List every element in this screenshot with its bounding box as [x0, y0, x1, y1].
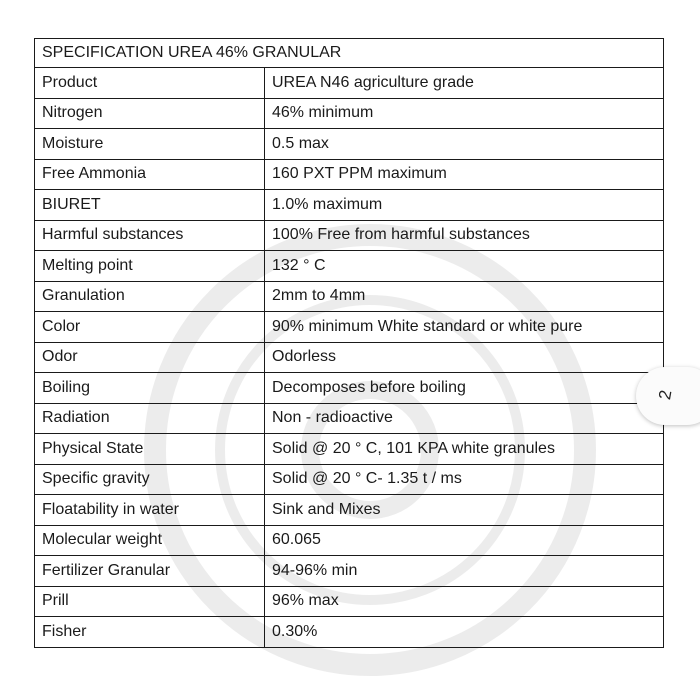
spec-value: Odorless: [265, 342, 664, 373]
table-row: [35, 312, 664, 343]
spec-label: Molecular weight: [35, 525, 265, 556]
table-title-row: [35, 39, 664, 68]
spec-value: 1.0% maximum: [265, 190, 664, 221]
table-row: [35, 403, 664, 434]
table-row: [35, 617, 664, 648]
spec-label: Harmful substances: [35, 220, 265, 251]
spec-label: Nitrogen: [35, 98, 265, 129]
table-row: [35, 434, 664, 465]
specification-table: [34, 38, 664, 648]
spec-value: Non - radioactive: [265, 403, 664, 434]
page-indicator-tab[interactable]: [636, 367, 700, 425]
spec-value: 90% minimum White standard or white pure: [265, 312, 664, 343]
spec-value: Solid @ 20 ° C, 101 KPA white granules: [265, 434, 664, 465]
spec-value: 60.065: [265, 525, 664, 556]
spec-label: Odor: [35, 342, 265, 373]
spec-label: Radiation: [35, 403, 265, 434]
spec-label: Product: [35, 68, 265, 99]
spec-label: Free Ammonia: [35, 159, 265, 190]
table-row: [35, 495, 664, 526]
spec-label: Fertilizer Granular: [35, 556, 265, 587]
spec-value: Decomposes before boiling: [265, 373, 664, 404]
spec-label: Boiling: [35, 373, 265, 404]
spec-value: 46% minimum: [265, 98, 664, 129]
spec-label: Moisture: [35, 129, 265, 160]
spec-label: BIURET: [35, 190, 265, 221]
spec-value: 160 PXT PPM maximum: [265, 159, 664, 190]
spec-value: 94-96% min: [265, 556, 664, 587]
table-row: [35, 525, 664, 556]
spec-label: Floatability in water: [35, 495, 265, 526]
table-row: [35, 190, 664, 221]
table-row: [35, 159, 664, 190]
spec-value: UREA N46 agriculture grade: [265, 68, 664, 99]
spec-label: Prill: [35, 586, 265, 617]
table-title: SPECIFICATION UREA 46% GRANULAR: [35, 39, 664, 68]
table-row: [35, 556, 664, 587]
spec-value: 2mm to 4mm: [265, 281, 664, 312]
table-row: [35, 220, 664, 251]
spec-value: 100% Free from harmful substances: [265, 220, 664, 251]
table-row: [35, 68, 664, 99]
table-row: [35, 586, 664, 617]
spec-value: Sink and Mixes: [265, 495, 664, 526]
spec-value: 96% max: [265, 586, 664, 617]
table-row: [35, 98, 664, 129]
spec-value: 0.30%: [265, 617, 664, 648]
spec-value: 0.5 max: [265, 129, 664, 160]
table-row: [35, 281, 664, 312]
spec-label: Color: [35, 312, 265, 343]
spec-label: Fisher: [35, 617, 265, 648]
table-row: [35, 373, 664, 404]
table-row: [35, 251, 664, 282]
spec-label: Melting point: [35, 251, 265, 282]
spec-label: Specific gravity: [35, 464, 265, 495]
spec-label: Granulation: [35, 281, 265, 312]
table-row: [35, 464, 664, 495]
page-indicator-label: 2: [655, 388, 676, 402]
spec-value: Solid @ 20 ° C- 1.35 t / ms: [265, 464, 664, 495]
spec-value: 132 ° C: [265, 251, 664, 282]
table-row: [35, 342, 664, 373]
table-row: [35, 129, 664, 160]
spec-label: Physical State: [35, 434, 265, 465]
